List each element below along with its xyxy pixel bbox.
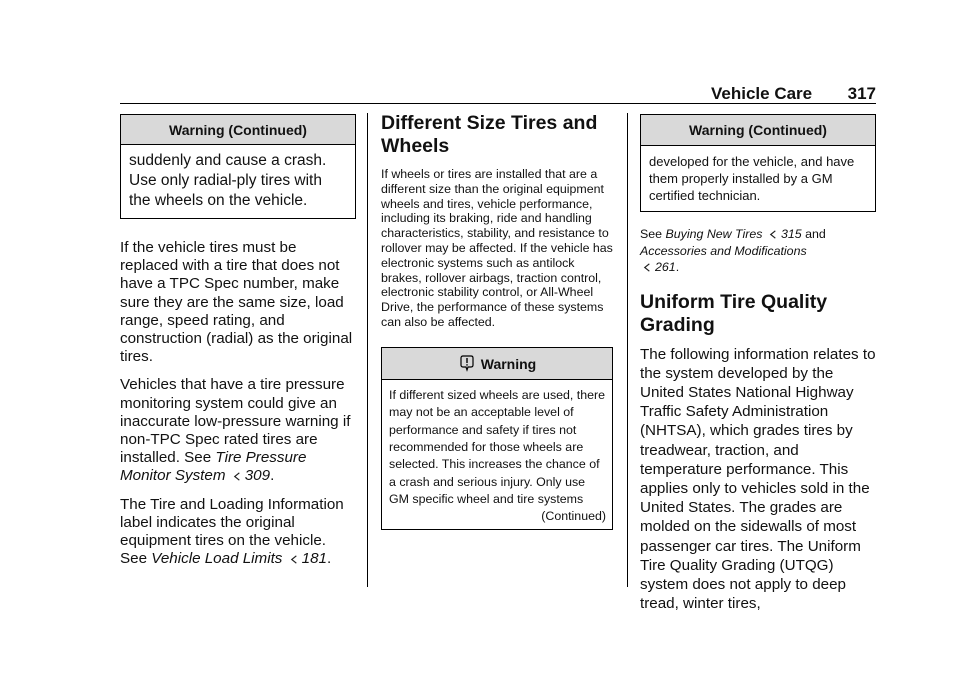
link-tire-pressure-monitor-system[interactable]: Tire Pressure Monitor System: [120, 449, 307, 485]
warning-title: Warning (Continued): [641, 115, 875, 146]
link-buying-new-tires[interactable]: Buying New Tires: [665, 227, 763, 241]
paragraph-different-size: If wheels or tires are installed that are a different size than the original equipment wheels and tires, vehicle performance, including its braking, ride and handling characteristics, stability, and resistance to rollover may be affected. If the vehicle has electronic systems such as antilock brakes, rollover airbags, traction control, electronic stability control, or All-Wheel Drive, the performance of these systems can also be affected.: [381, 167, 613, 329]
link-vehicle-load-limits[interactable]: Vehicle Load Limits: [151, 550, 283, 568]
see-prefix: See: [640, 227, 663, 241]
page-reference-icon: [768, 229, 779, 240]
paragraph-tpms-text: Vehicles that have a tire pressure monitoring system could give an inaccurate low-pressure warning if non-TPC Spec rated tires are installed. See: [120, 376, 351, 467]
link-accessories-modifications[interactable]: Accessories and Modifications: [640, 243, 807, 258]
section-heading-different-size: Different Size Tires and Wheels: [381, 112, 598, 157]
section-heading-utqg: Uniform Tire Quality Grading: [640, 290, 828, 336]
paragraph-tire-loading: The Tire and Loading Information label indicates the original equipment tires on the vehicle. See Vehicle Load Limits 181.: [120, 495, 344, 568]
see-also-references: See Buying New Tires 315 and Accessories and Modifications 261.: [640, 227, 826, 274]
section-title: Vehicle Care: [711, 84, 813, 103]
page-reference-icon: [232, 471, 243, 482]
page-ref-315[interactable]: 315: [780, 227, 802, 241]
page-reference-icon: [289, 554, 300, 565]
header-rule: [120, 103, 876, 104]
warning-text: developed for the vehicle, and have them properly installed by a GM certified technician.: [649, 154, 855, 203]
warning-box: [381, 347, 613, 530]
warning-text: If different sized wheels are used, there may not be an acceptable level of performance and safety if tires not recommended for those wheels are selected. This increases the chance of a crash and serious injury. Only use GM specific wheel and tire systems: [389, 387, 606, 507]
column-3: [640, 114, 876, 613]
warning-body: [382, 380, 612, 529]
warning-box-continued: [120, 114, 356, 219]
column-2: [381, 112, 613, 530]
page-ref-309[interactable]: 309: [244, 467, 271, 485]
column-divider-2: [627, 113, 628, 587]
paragraph-tpms: Vehicles that have a tire pressure monitoring system could give an inaccurate low-pressure warning if non-TPC Spec rated tires are installed. See Tire Pressure Monitor System 309.: [120, 376, 351, 485]
page-number: 317: [847, 84, 876, 103]
page-reference-icon: [642, 262, 653, 273]
paragraph-tire-loading-text: The Tire and Loading Information label indicates the original equipment tires on the vehicle. See: [120, 495, 344, 568]
warning-title: Warning (Continued): [121, 115, 355, 145]
continued-label: (Continued): [541, 508, 606, 523]
warning-text: suddenly and cause a crash. Use only radial-ply tires with the wheels on the vehicle.: [129, 152, 327, 209]
column-1: [120, 114, 356, 568]
warning-icon: [458, 354, 476, 372]
paragraph-replace-tires: If the vehicle tires must be replaced with a tire that does not have a TPC Spec number, make sure they are the same size, load range, speed rating, and construction (radial) as the original tires.: [120, 239, 353, 366]
paragraph-utqg: The following information relates to the system developed by the United States National Highway Traffic Safety Administration (NHTSA), which grades tires by treadwear, traction, and temperature performance. This applies only to vehicles sold in the United States. The grades are molded on the sidewalls of most passenger car tires. The Uniform Tire Quality Grading (UTQG) system does not apply to deep tread, winter tires,: [640, 345, 876, 613]
warning-header: [382, 348, 612, 380]
conjunction-and: and: [805, 227, 826, 241]
warning-title: Warning: [480, 355, 537, 372]
page-ref-261[interactable]: 261: [655, 260, 676, 274]
page-ref-181[interactable]: 181: [301, 550, 327, 568]
column-divider-1: [367, 113, 368, 587]
warning-box-continued: [640, 114, 876, 212]
